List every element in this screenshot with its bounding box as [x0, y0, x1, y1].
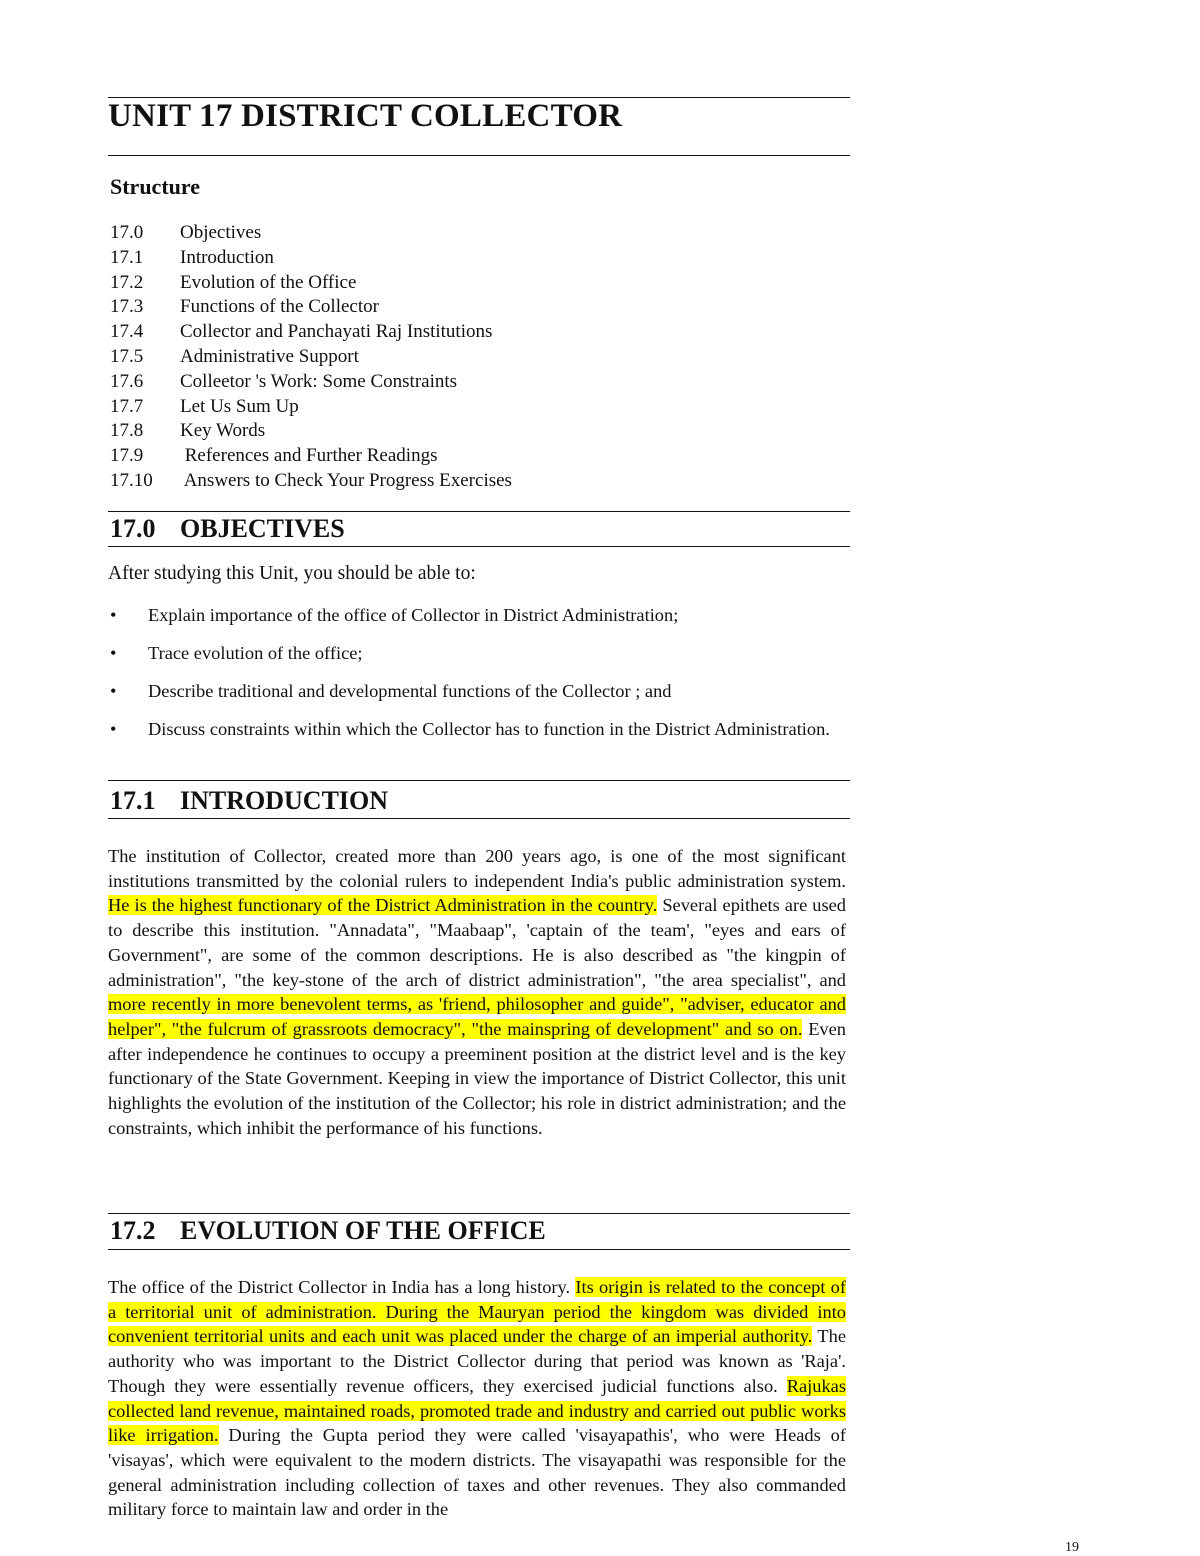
list-item	[110, 717, 848, 741]
list-item	[110, 679, 848, 703]
bullet-text: Discuss constraints within which the Collector has to function in the District Administration.	[148, 719, 830, 739]
toc-item[interactable]	[110, 469, 710, 494]
bullet-symbol: •	[110, 719, 117, 739]
toc-label: Administrative Support	[180, 345, 359, 367]
toc-number: 17.2	[110, 271, 144, 293]
bullet-symbol: •	[110, 605, 117, 625]
toc-item[interactable]	[110, 370, 710, 395]
page-number: 19	[1065, 1540, 1079, 1555]
title-bottom-rule	[108, 155, 850, 156]
structure-heading: Structure	[110, 174, 201, 199]
toc-label: Collector and Panchayati Raj Institutions	[180, 321, 493, 343]
highlighted-text: Its origin is related to the concept of a territorial unit of administration. During the Mauryan period the kingdom was divided into convenient territorial units and each unit was placed under the charge of an imperial authority.	[108, 1277, 846, 1347]
introduction-heading	[110, 786, 388, 816]
toc-label: Functions of the Collector	[180, 296, 379, 318]
toc-label: Key Words	[180, 420, 266, 442]
toc-number: 17.3	[110, 296, 144, 318]
section-number: 17.0	[110, 514, 156, 543]
evolution-top-rule	[108, 1213, 850, 1214]
text-segment: Even after independence he continues to occupy a preeminent position at the district level and is the key functionary of the State Government. Keeping in view the importance of District Collector, this unit highlights the evolution of the institution of the Collector; his role in district administration; and the constraints, which inhibit the performance of his functions.	[108, 1018, 846, 1138]
toc-item[interactable]	[110, 246, 710, 271]
toc-number: 17.6	[110, 370, 144, 392]
toc-number: 17.8	[110, 420, 144, 442]
bullet-symbol: •	[110, 643, 117, 663]
objectives-bottom-rule	[108, 546, 850, 547]
unit-title: UNIT 17 DISTRICT COLLECTOR	[108, 98, 623, 134]
toc-label: Introduction	[180, 246, 274, 268]
introduction-bottom-rule	[108, 818, 850, 819]
bullet-symbol: •	[110, 681, 117, 701]
toc-number: 17.5	[110, 345, 144, 367]
section-number: 17.2	[110, 1216, 156, 1245]
objectives-heading	[110, 514, 345, 544]
highlighted-text: more recently in more benevolent terms, as 'friend, philosopher and guide", "adviser, educator and helper", "the fulcrum of grassroots democracy", "the mainspring of development" and so on.	[108, 994, 846, 1039]
text-segment: The authority who was important to the District Collector during that period was known as 'Raja'. Though they were essentially revenue officers, they exercised judicial functions also.	[108, 1326, 846, 1396]
bullet-text: Trace evolution of the office;	[148, 643, 363, 663]
text-segment: During the Gupta period they were called 'visayapathis', who were Heads of 'visayas', which were equivalent to the modern districts. The visayapathi was responsible for the general administration including collection of taxes and other revenues. They also commanded military force to maintain law and order in the	[108, 1425, 846, 1520]
bullet-text: Explain importance of the office of Collector in District Administration;	[148, 605, 679, 625]
toc-item[interactable]	[110, 295, 710, 320]
toc-number: 17.10	[110, 469, 153, 491]
toc-label: References and Further Readings	[180, 445, 438, 467]
toc-item[interactable]	[110, 320, 710, 345]
toc-label: Let Us Sum Up	[180, 395, 299, 417]
toc-number: 17.0	[110, 222, 144, 243]
toc-item[interactable]	[110, 444, 710, 469]
text-segment: The office of the District Collector in India has a long history.	[108, 1277, 576, 1297]
highlighted-text: Rajukas collected land revenue, maintained roads, promoted trade and industry and carried out public works like irrigation.	[108, 1375, 846, 1446]
highlighted-text: He is the highest functionary of the District Administration in the country.	[108, 895, 658, 916]
toc-number: 17.4	[110, 321, 144, 343]
toc-label: Colleetor 's Work: Some Constraints	[180, 370, 458, 392]
objectives-intro: After studying this Unit, you should be able to:	[108, 563, 476, 584]
table-of-contents	[110, 221, 710, 494]
toc-number: 17.1	[110, 246, 144, 268]
evolution-heading	[110, 1216, 546, 1246]
list-item	[110, 603, 848, 627]
toc-label: Answers to Check Your Progress Exercises	[180, 469, 512, 491]
introduction-paragraph	[108, 844, 846, 1140]
objectives-top-rule	[108, 511, 850, 512]
toc-number: 17.7	[110, 395, 144, 417]
section-title: INTRODUCTION	[180, 786, 389, 815]
evolution-bottom-rule	[108, 1249, 850, 1250]
toc-label: Objectives	[180, 222, 262, 243]
section-title: OBJECTIVES	[180, 514, 345, 543]
introduction-top-rule	[108, 780, 850, 781]
toc-item[interactable]	[110, 419, 710, 444]
text-segment: The institution of Collector, created more than 200 years ago, is one of the most significant institutions transmitted by the colonial rulers to independent India's public administration system.	[108, 846, 846, 891]
toc-number: 17.9	[110, 445, 144, 467]
toc-label: Evolution of the Office	[180, 271, 357, 293]
evolution-paragraph	[108, 1275, 846, 1522]
list-item	[110, 641, 848, 665]
objectives-list	[110, 603, 848, 741]
toc-item[interactable]	[110, 221, 710, 246]
section-title: EVOLUTION OF THE OFFICE	[180, 1216, 546, 1245]
bullet-text: Describe traditional and developmental functions of the Collector ; and	[148, 681, 672, 701]
toc-item[interactable]	[110, 271, 710, 296]
section-number: 17.1	[110, 786, 156, 815]
text-segment: Several epithets are used to describe this institution. "Annadata", "Maabaap", 'captain of the team', "eyes and ears of Government", are some of the common descriptions. He is also described as "the kingpin of administration", "the key-stone of the arch of district administration", "the area specialist", and	[108, 895, 846, 990]
toc-item[interactable]	[110, 395, 710, 420]
toc-item[interactable]	[110, 345, 710, 370]
